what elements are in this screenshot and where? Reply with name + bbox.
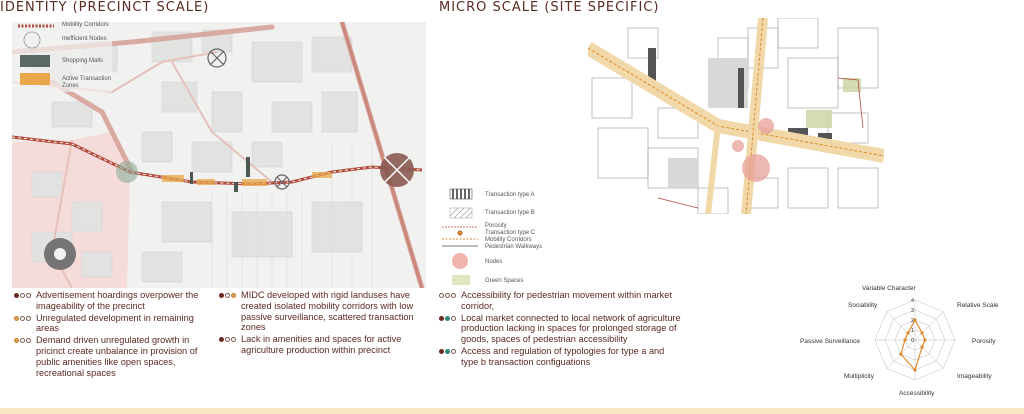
- list-item: Access and regulation of typologies for type a and type b transaction configuations: [439, 346, 684, 368]
- legend-mobility-corridors-site: Mobility Corridors: [485, 237, 532, 243]
- bullets-column-1: [14, 290, 219, 379]
- site-legend-swatches: [440, 186, 480, 286]
- radar-axis-label: Imageability: [957, 373, 992, 380]
- bullets-column-3: [439, 290, 684, 369]
- list-item: Demand driven unregulated growth in pricinct create unbalance in provision of public amenities like open spaces, recreational spaces: [14, 335, 219, 378]
- list-item: Lack in amenities and spaces for active agriculture production within precinct: [219, 334, 431, 356]
- list-item: Unregulated development in remaining areas: [14, 313, 219, 335]
- rating-dots: [439, 349, 461, 355]
- radar-point: [906, 331, 909, 334]
- shopping-mall-swatch: [20, 55, 50, 67]
- legend-nodes: Nodes: [485, 259, 503, 265]
- radar-ticks: [911, 298, 914, 344]
- legend-active-transaction-zones: Active Transaction Zones: [62, 76, 112, 89]
- site-map: [588, 18, 884, 214]
- legend-transaction-type-b: Transaction type B: [485, 210, 535, 216]
- legend-mobility-corridors: Mobility Corridors: [62, 22, 109, 28]
- radar-tick-label: 1: [911, 328, 915, 334]
- rating-dots: [439, 293, 461, 299]
- site-scale-heading: MICRO SCALE (SITE SPECIFIC): [439, 0, 660, 15]
- legend-transaction-type-a: Transaction type A: [485, 192, 535, 198]
- radar-tick-label: 2: [911, 318, 915, 324]
- legend-green-spaces: Green Spaces: [485, 278, 524, 284]
- green-space-swatch: [452, 275, 470, 285]
- radar-axis-label: Variable Character: [862, 285, 916, 292]
- rating-dots: [14, 338, 36, 344]
- node-swatch: [452, 253, 468, 269]
- radar-point: [920, 331, 923, 334]
- precinct-scale-heading: IDENTITY (PRECINCT SCALE): [0, 0, 210, 15]
- list-item: Advertisement hoardings overpower the imageability of the precinct: [14, 290, 219, 312]
- radar-chart: [840, 280, 990, 400]
- bottom-band: [0, 408, 1024, 414]
- transaction-type-a-swatch: [450, 189, 472, 199]
- legend-shopping-malls: Shopping Malls: [62, 58, 104, 64]
- list-item: MIDC developed with rigid landuses have created isolated mobility corridors with low passive surveillance, scattered transaction zones: [219, 290, 431, 333]
- radar-tick-label: 4: [911, 298, 915, 304]
- radar-point: [899, 353, 902, 356]
- radar-axis-label: Passive Surveillance: [800, 338, 860, 345]
- radar-point: [920, 345, 923, 348]
- radar-axis-label: Accessibility: [899, 390, 935, 397]
- radar-axis-label: Relative Scale: [957, 302, 999, 309]
- radar-point: [903, 338, 906, 341]
- radar-point: [923, 338, 926, 341]
- radar-tick-label: 3: [911, 308, 915, 314]
- list-item: Accessibility for pedestrian movement within market corridor,: [439, 290, 684, 312]
- bullets-column-2: [219, 290, 431, 357]
- radar-point: [913, 368, 916, 371]
- rating-dots: [14, 316, 36, 322]
- rating-dots: [219, 337, 241, 343]
- legend-transaction-type-c: Transaction type C: [485, 230, 536, 236]
- transaction-type-b-swatch: [450, 208, 472, 218]
- legend-inefficient-nodes: Inefficient Nodes: [62, 36, 107, 42]
- transaction-type-c-swatch: [458, 231, 462, 235]
- radar-axis-label: Porosity: [972, 338, 996, 345]
- legend-pedestrian-walkways: Pedestrian Walkways: [485, 244, 543, 250]
- radar-series: [899, 318, 926, 371]
- legend-porosity: Porosity: [485, 223, 507, 229]
- active-transaction-zone-swatch: [20, 73, 50, 85]
- radar-axis-label: Sociability: [848, 302, 878, 309]
- list-item: Local market connected to local network of agriculture production lacking in spaces for prolonged storage of goods, spaces of pedestrian accessibility: [439, 313, 684, 345]
- rating-dots: [219, 293, 241, 299]
- radar-axis-label: Multiplicity: [844, 373, 874, 380]
- rating-dots: [14, 293, 36, 299]
- rating-dots: [439, 316, 461, 322]
- radar-tick-label: 0: [911, 338, 915, 344]
